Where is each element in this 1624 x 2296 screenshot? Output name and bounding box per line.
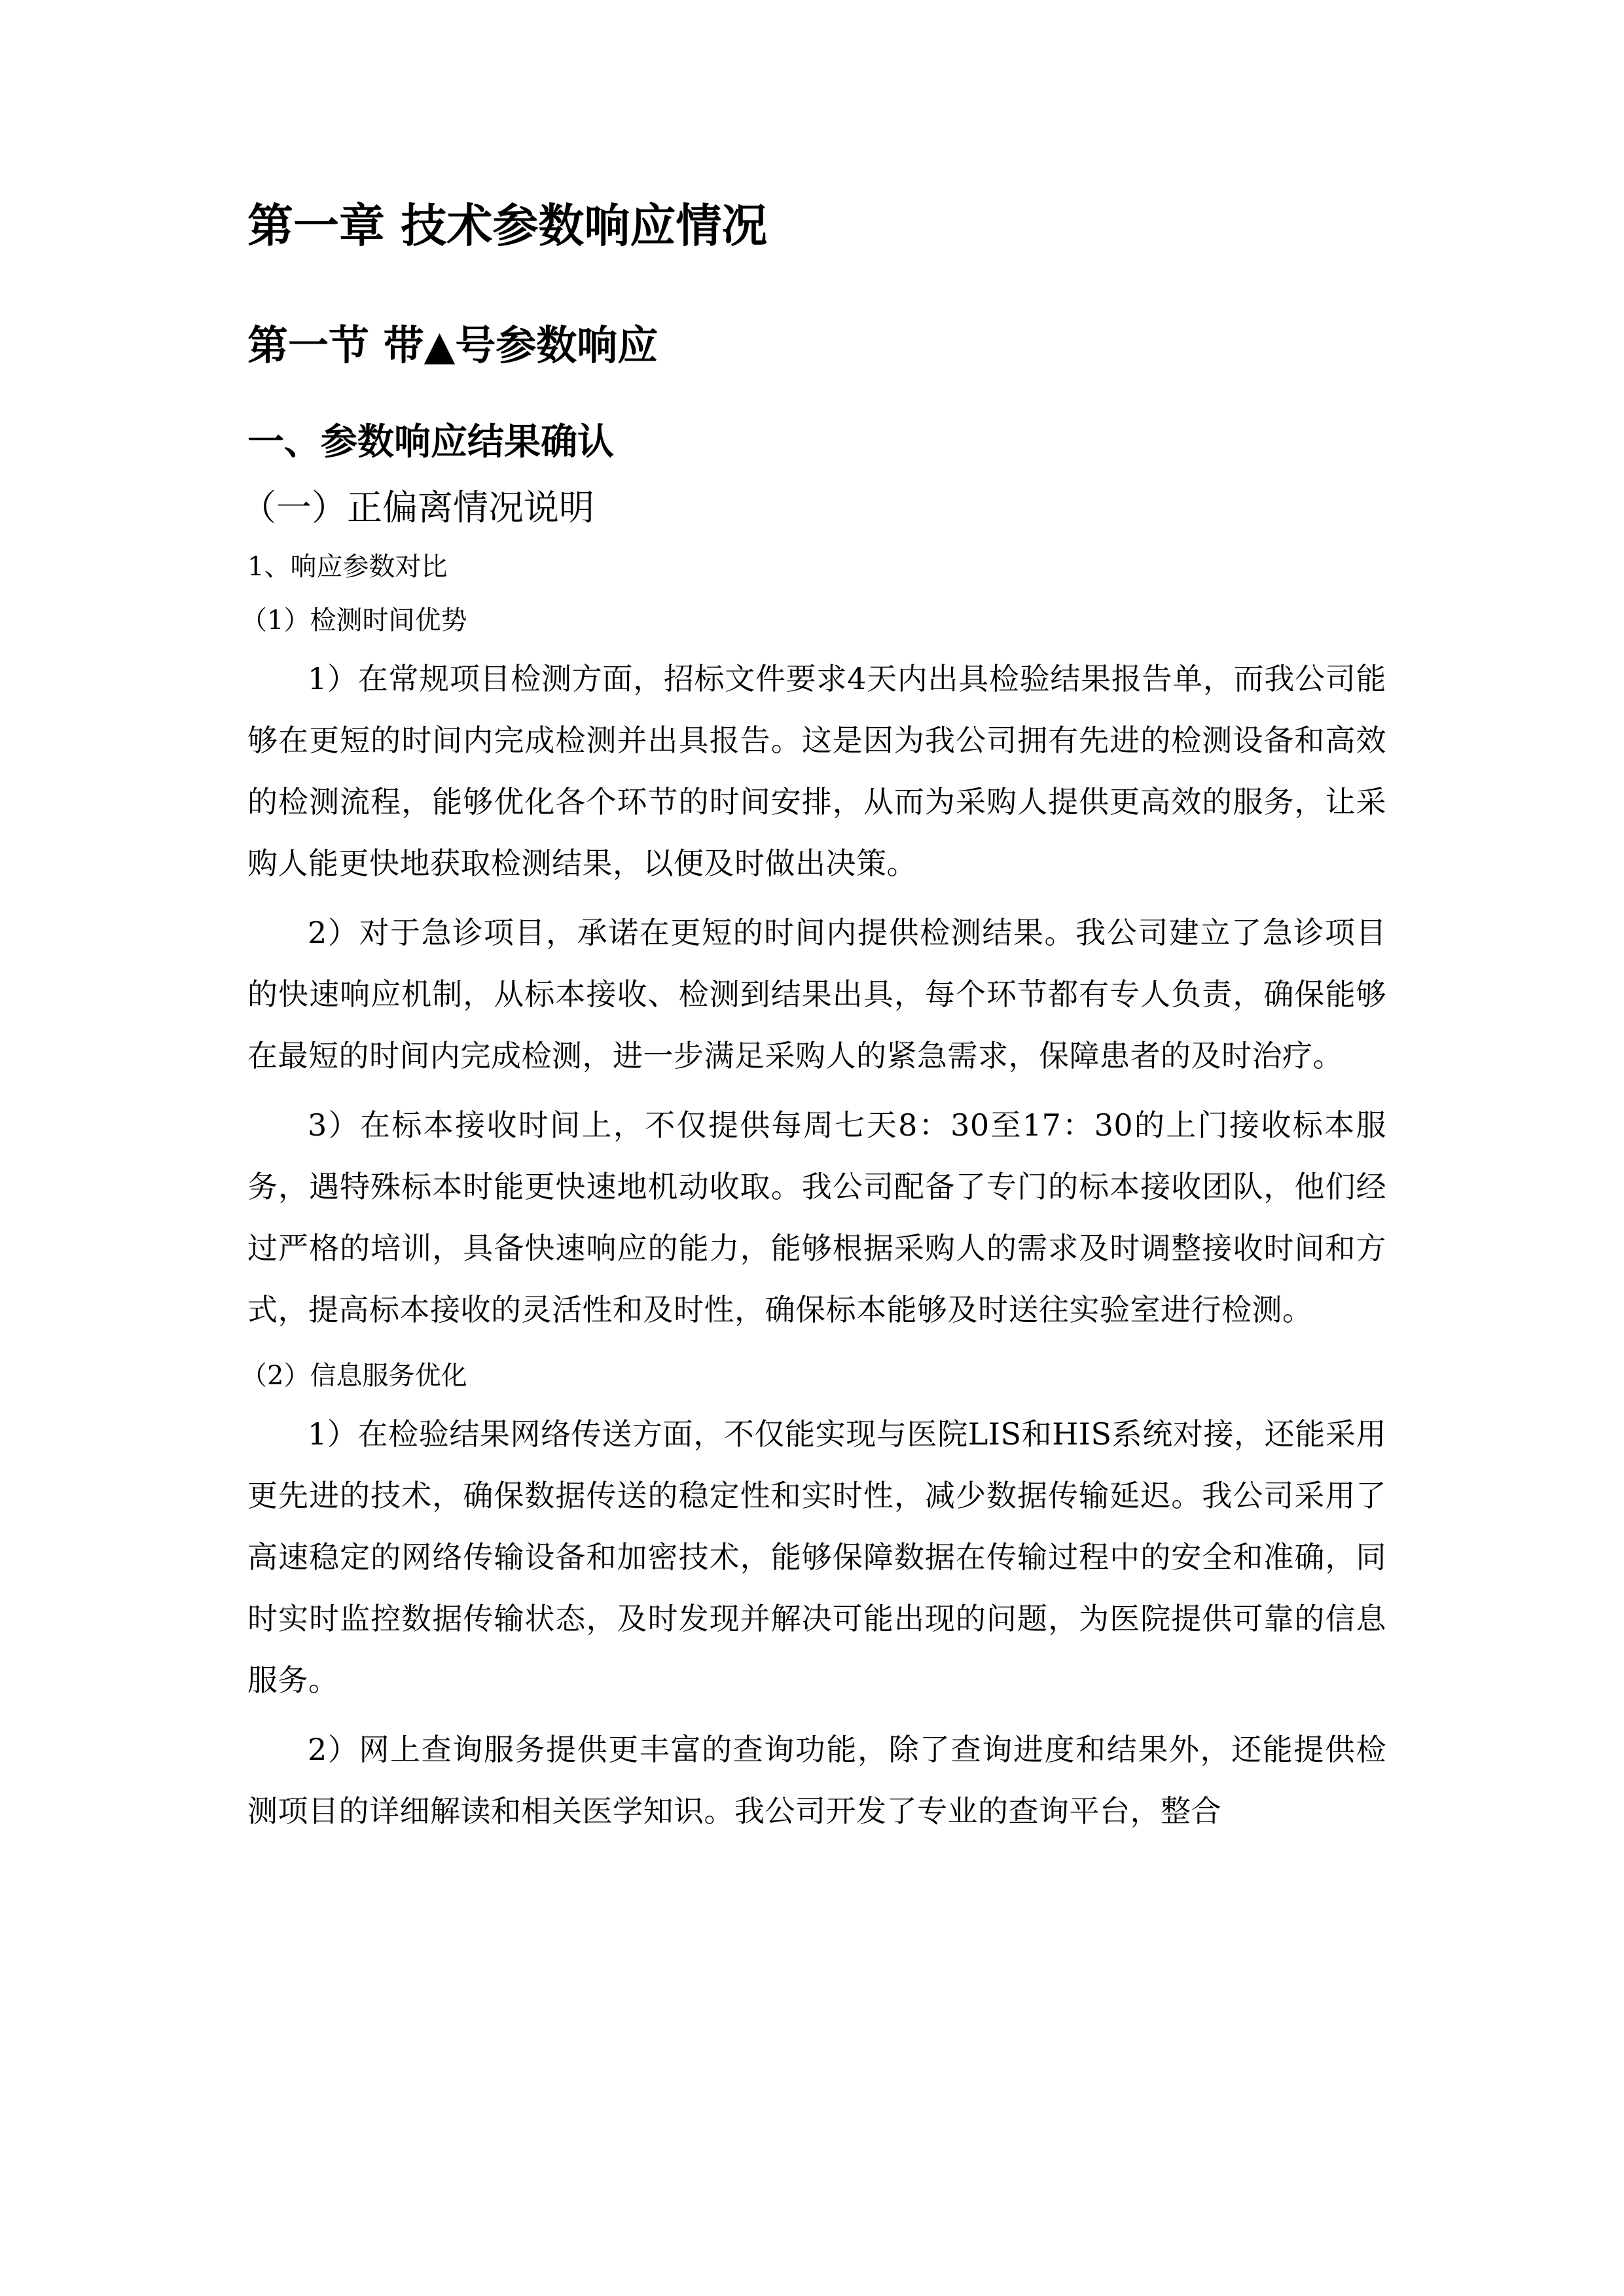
chapter-title: 第一章 技术参数响应情况 <box>247 199 768 253</box>
group-title-info-service: （2）信息服务优化 <box>241 1361 467 1391</box>
sub-subsection-title: （一）正偏离情况说明 <box>241 487 594 528</box>
paragraph: 2）对于急诊项目，承诺在更短的时间内提供检测结果。我公司建立了急诊项目的快速响应机制，从标本接收、检测到结果出具，每个环节都有专人负责，确保能够在最短的时间内完成检测，进一步满足采购人的紧急需求，保障患者的及时治疗。 <box>247 915 1386 1073</box>
paragraph: 2）网上查询服务提供更丰富的查询功能，除了查询进度和结果外，还能提供检测项目的详细解读和相关医学知识。我公司开发了专业的查询平台，整合 <box>247 1732 1386 1829</box>
paragraph: 1）在检验结果网络传送方面，不仅能实现与医院LIS和HIS系统对接，还能采用更先进的技术，确保数据传送的稳定性和实时性，减少数据传输延迟。我公司采用了高速稳定的网络传输设备和加密技术，能够保障数据在传输过程中的安全和准确，同时实时监控数据传输状态，及时发现并解决可能出现的问题，为医院提供可靠的信息服务。 <box>247 1416 1386 1698</box>
paragraph: 3）在标本接收时间上，不仅提供每周七天8：30至17：30的上门接收标本服务，遇特殊标本时能更快速地机动收取。我公司配备了专门的标本接收团队，他们经过严格的培训，具备快速响应的能力，能够根据采购人的需求及时调整接收时间和方式，提高标本接收的灵活性和及时性，确保标本能够及时送往实验室进行检测。 <box>247 1107 1386 1327</box>
subsection-title: 一、参数响应结果确认 <box>247 421 614 463</box>
group-title-detection-time: （1）检测时间优势 <box>241 605 467 636</box>
document-body <box>241 196 1386 1842</box>
item-title: 1、响应参数对比 <box>247 552 448 582</box>
section-title: 第一节 带▲号参数响应 <box>247 321 659 369</box>
paragraph: 1）在常规项目检测方面，招标文件要求4天内出具检验结果报告单，而我公司能够在更短的时间内完成检测并出具报告。这是因为我公司拥有先进的检测设备和高效的检测流程，能够优化各个环节的时间安排，从而为采购人提供更高效的服务，让采购人能更快地获取检测结果，以便及时做出决策。 <box>247 661 1386 881</box>
